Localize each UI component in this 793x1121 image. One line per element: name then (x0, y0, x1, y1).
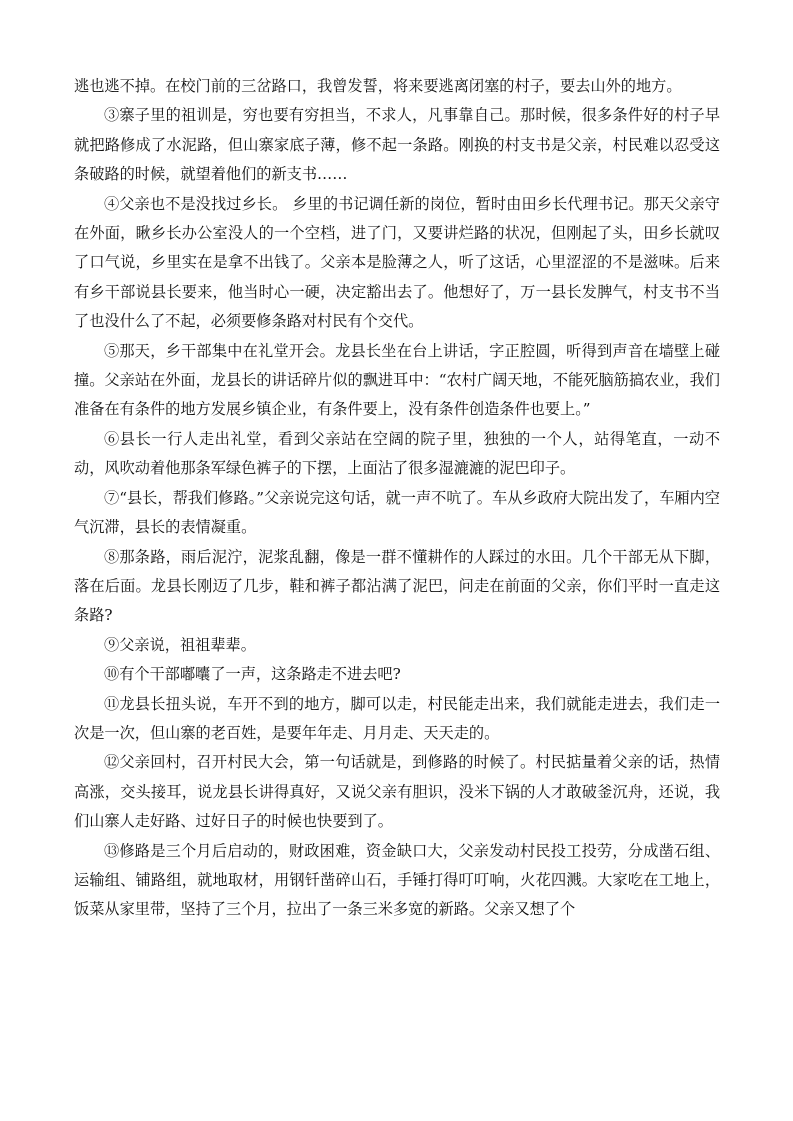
paragraph-3: ③寨子里的祖训是，穷也要有穷担当，不求人，凡事靠自己。那时候，很多条件好的村子早就把路修成了水泥路，但山寨家底子薄，修不起一条路。刚换的村支书是父亲，村民难以忍受这条破路的时候，就望着他们的新支书…… (74, 106, 720, 184)
paragraph-12: ⑫父亲回村，召开村民大会，第一句话就是，到修路的时候了。村民掂量着父亲的话，热情高涨，交头接耳，说龙县长讲得真好，又说父亲有胆识，没米下锅的人才敢破釜沉舟，还说，我们山寨人走好路、过好日子的时候也快要到了。 (74, 753, 720, 831)
paragraph-6: ⑥县长一行人走出礼堂，看到父亲站在空阔的院子里，独独的一个人，站得笔直，一动不动，风吹动着他那条军绿色裤子的下摆，上面沾了很多湿漉漉的泥巴印子。 (74, 429, 720, 478)
paragraph-7: ⑦“县长，帮我们修路。”父亲说完这句话，就一声不吭了。车从乡政府大院出发了，车厢内空气沉滞，县长的表情凝重。 (74, 488, 720, 537)
paragraph-9: ⑨父亲说，祖祖辈辈。 (104, 635, 256, 654)
paragraph-4: ④父亲也不是没找过乡长。 乡里的书记调任新的岗位，暂时由田乡长代理书记。那天父亲守在外面，瞅乡长办公室没人的一个空档，进了门，又要讲烂路的状况，但刚起了头，田乡长就叹了口气说，乡里实在是拿不出钱了。父亲本是脸薄之人，听了这话，心里涩涩的不是滋味。后来有乡干部说县长要来，他当时心一硬，决定豁出去了。他想好了，万一县长发脾气，村支书不当了也没什么了不起，必须要修条路对村民有个交代。 (74, 194, 720, 331)
paragraph-8: ⑧那条路，雨后泥泞，泥浆乱翻，像是一群不懂耕作的人踩过的水田。几个干部无从下脚，落在后面。龙县长刚迈了几步，鞋和裤子都沾满了泥巴，问走在前面的父亲，你们平时一直走这条路? (74, 547, 720, 625)
paragraph-5: ⑤那天，乡干部集中在礼堂开会。龙县长坐在台上讲话，字正腔圆，听得到声音在墙壁上碰撞。父亲站在外面，龙县长的讲话碎片似的飘进耳中：“农村广阔天地，不能死脑筋搞农业，我们准备在有条件的地方发展乡镇企业，有条件要上，没有条件创造条件也要上。” (74, 341, 720, 419)
paragraph-11: ⑪龙县长扭头说，车开不到的地方，脚可以走，村民能走出来，我们就能走进去，我们走一次是一次，但山寨的老百姓，是要年年走、月月走、天天走的。 (74, 694, 720, 742)
document-page (74, 72, 720, 925)
paragraph-continuation: 逃也逃不掉。在校门前的三岔路口，我曾发誓，将来要逃离闭塞的村子，要去山外的地方。 (74, 77, 682, 95)
paragraph-13: ⑬修路是三个月后启动的，财政困难，资金缺口大，父亲发动村民投工投劳，分成凿石组、运输组、铺路组，就地取材，用钢钎凿碎山石，手锤打得叮叮响，火花四溅。大家吃在工地上，饭菜从家里带，坚持了三个月，拉出了一条三米多宽的新路。父亲又想了个 (74, 841, 720, 919)
paragraph-10: ⑩有个干部嘟囔了一声，这条路走不进去吧? (104, 665, 401, 684)
